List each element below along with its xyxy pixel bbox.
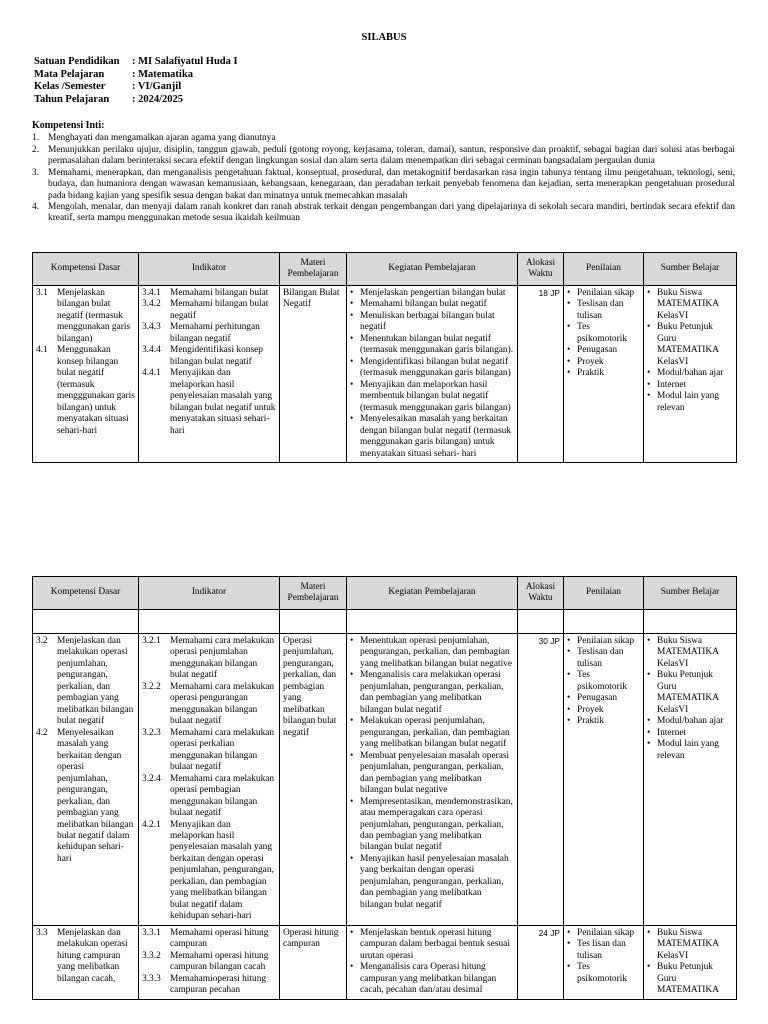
penilaian-item: • Penugasan <box>567 693 640 704</box>
indikator-item <box>142 728 276 774</box>
indikator-text: Menyajikan dan melaporkan hasil penyelesaian masalah yang bilangan bulat negatif untuk menyatakan situasi sehari- hari <box>170 368 276 436</box>
indikator-item <box>142 322 276 345</box>
kegiatan-item: • Menyajikan dan melaporkan hasil membentuk bilangan bulat negatif (termasuk menggunakan garis bilangan) <box>350 380 514 414</box>
indikator-item <box>142 368 276 437</box>
penilaian-list <box>567 288 640 380</box>
sumber-item: • Modul lain yang relevan <box>647 391 733 414</box>
column-header: Sumber Belajar <box>644 253 737 286</box>
meta-label: Tahun Pelajaran <box>34 93 110 105</box>
kompetensi-dasar-cell <box>33 286 139 463</box>
indikator-text: Mengidentifikasi konsep bilangan bulat negatif <box>170 345 263 367</box>
table-header-row <box>33 577 737 610</box>
kd-number: 4.1 <box>36 345 48 356</box>
column-header: Alokasi Waktu <box>518 577 564 610</box>
ki-item <box>32 145 735 168</box>
indikator-text: Memahami cara melakukan operasi penjumlahan menggunakan bilangan bulat negatif <box>170 636 275 681</box>
indikator-item <box>142 951 276 974</box>
penilaian-item: • Teslisan dan tulisan <box>567 647 640 670</box>
kd-item <box>36 288 135 345</box>
ki-text: Memahami, menerapkan, dan menganalisis pengetahuan faktual, konseptual, prosedural, dan metakognitif berdasarkan rasa ingin tahunya tentang ilmu pengetahuan, teknologi, seni, budaya, dan humaniora dengan wawasan kemanusiaan, kebangsaan, kenegaraan, dan peradaban terkait penyebab fenomena dan kejadian, serta menerapkan pengetahuan prosedural pada bidang kajian yang spesifik sesua dengan bakat dan minatnya untuk memecahkan masalah <box>48 167 735 201</box>
penilaian-item: • Tes psikomotorik <box>567 322 640 345</box>
penilaian-item: • Proyek <box>567 705 640 716</box>
sumber-item: • Modul lain yang relevan <box>647 739 733 762</box>
penilaian-item: • Tes psikomotorik <box>567 670 640 693</box>
meta-row <box>34 56 238 69</box>
indikator-item <box>142 345 276 368</box>
column-header: Kegiatan Pembelajaran <box>347 253 518 286</box>
silabus-table-1 <box>32 252 737 463</box>
kegiatan-item: • Menjelaskan bentuk operasi hitung campuran dalam berbagai bentuk sesuai urutan operasi <box>350 928 514 962</box>
indikator-item <box>142 636 276 682</box>
ki-text: Menunjukkan perilaku ujujur, disiplin, tanggun gjawab, peduli (gotong royong, kerjasama, toleran, damai), santun, responsive dan proaktif, sebagai bagian dari solusi atas berbagai permasalahan dalam berinteraksi secara efektif dengan lingkungan sosial dan alam serta dalam menempatkan diri sebagai cerminan bangsadalam pergaulan dunia <box>48 144 735 167</box>
column-header: Indikator <box>139 577 280 610</box>
meta-row <box>34 69 238 82</box>
indikator-text: Memahami bilangan bulat negatif <box>170 299 269 321</box>
alokasi-cell: 30 JP <box>518 634 564 926</box>
column-header: Penilaian <box>564 577 644 610</box>
ki-item <box>32 133 735 144</box>
kegiatan-item: • Memahami bilangan bulat negatif <box>350 299 514 310</box>
kegiatan-item: • Menjelaskan pengertian bilangan bulat <box>350 288 514 299</box>
indikator-item <box>142 820 276 923</box>
column-header: Kompetensi Dasar <box>33 577 139 610</box>
kd-item <box>36 636 135 728</box>
kegiatan-cell <box>347 925 518 999</box>
indikator-item <box>142 288 276 299</box>
indikator-text: Memahami perhitungan bilangan negatif <box>170 322 260 344</box>
penilaian-list <box>567 636 640 728</box>
page-title: SILABUS <box>361 32 407 43</box>
kd-number: 3.1 <box>36 288 48 298</box>
penilaian-item: • Tes psikomotorik <box>567 962 640 985</box>
penilaian-item: • Proyek <box>567 357 640 368</box>
meta-label: Mata Pelajaran <box>34 68 105 80</box>
kompetensi-dasar-cell <box>33 925 139 999</box>
materi-cell: Bilangan Bulat Negatif <box>280 286 347 463</box>
indikator-item <box>142 974 276 997</box>
column-header: Penilaian <box>564 253 644 286</box>
sumber-list <box>647 288 733 414</box>
indikator-text: Memahami cara melakukan operasi pengurangan menggunakan bilangan bulaat negatif <box>170 681 275 727</box>
indikator-number: 3.4.3 <box>142 322 161 333</box>
indikator-item <box>142 774 276 820</box>
penilaian-cell <box>564 286 644 463</box>
sumber-item: • Buku Siswa MATEMATIKA KelasVI <box>647 928 733 962</box>
ki-number: 4. <box>32 202 40 212</box>
kd-number: 3.2 <box>36 636 48 646</box>
kegiatan-cell <box>347 286 518 463</box>
sumber-item: • Internet <box>647 380 733 391</box>
indikator-item <box>142 928 276 951</box>
kd-text: Menjelaskan bilangan bulat negatif (termasuk menggunakan garis bilangan) <box>57 288 131 344</box>
sumber-cell <box>644 634 737 926</box>
kegiatan-list <box>350 928 514 997</box>
kd-number: 3.3 <box>36 927 48 938</box>
indikator-number: 3.2.1 <box>142 636 161 646</box>
table-row <box>33 925 737 999</box>
indikator-cell <box>139 634 280 926</box>
sumber-list <box>647 928 733 997</box>
indikator-text: Memahami bilangan bulat <box>170 288 269 298</box>
sumber-item: • Modul/bahan ajar <box>647 716 733 727</box>
column-header: Sumber Belajar <box>644 577 737 610</box>
kd-item <box>36 728 135 866</box>
indikator-number: 4.2.1 <box>142 819 161 830</box>
column-header: Kompetensi Dasar <box>33 253 139 286</box>
penilaian-item: • Penilaian sikap <box>567 288 640 299</box>
penilaian-item: • Praktik <box>567 368 640 379</box>
kegiatan-item: • Menganalisis cara Operasi hitung campuran yang melibatkan bilangan cacah, pecahan dan/atau desimal <box>350 962 514 996</box>
meta-row <box>34 81 238 94</box>
kd-text: Menggunakan konsep bilangan bulat negatif (termasuk mengggunakan garis bilangan) untuk menyatakan situasi sehari-hari <box>57 345 135 436</box>
penilaian-cell <box>564 925 644 999</box>
indikator-number: 4.4.1 <box>142 368 161 379</box>
kegiatan-item: • Menentukan bilangan bulat negatif (termasuk menggunakan garis bilangan). <box>350 334 514 357</box>
indikator-number: 3.4.4 <box>142 345 161 356</box>
indikator-number: 3.2.3 <box>142 727 161 738</box>
kompetensi-inti <box>32 120 735 225</box>
indikator-cell <box>139 925 280 999</box>
document-meta <box>34 56 238 106</box>
indikator-number: 3.2.4 <box>142 773 161 784</box>
empty-row <box>33 610 737 634</box>
indikator-number: 3.3.1 <box>142 927 161 938</box>
indikator-text: Memahami operasi hitung campuran bilangan cacah <box>170 950 269 973</box>
ki-number: 3. <box>32 167 40 178</box>
kompetensi-inti-title: Kompetensi Inti: <box>32 120 105 131</box>
column-header: Materi Pembelajaran <box>280 253 347 286</box>
sumber-item: • Buku Siswa MATEMATIKA KelasVI <box>647 636 733 670</box>
alokasi-cell: 18 JP <box>518 286 564 463</box>
kegiatan-item: • Menyajikan hasil penyelesaian masalah yang berkaitan dengan operasi penjumlahan, pengurangan, perkalian, dan pembagian yang melibatkan bilangan bulat negatif <box>350 854 514 911</box>
kegiatan-item: • Membuat penyelesaian masalah operasi penjumlahan, pengurangan, perkalian, dan pembagian yang melibatkan bilangan bulat negative <box>350 751 514 797</box>
ki-item <box>32 202 735 225</box>
kegiatan-item: • Mengidentifikasi bilangan bulat negatif (termasuk menggunakan garis bilangan) <box>350 357 514 380</box>
indikator-text: Memahami operasi hitung campuran <box>170 927 269 950</box>
sumber-item: • Internet <box>647 728 733 739</box>
sumber-item: • Modul/bahan ajar <box>647 368 733 379</box>
sumber-item: • Buku Petunjuk Guru MATEMATIKA <box>647 962 733 996</box>
meta-value: : MI Salafiyatul Huda I <box>132 56 238 67</box>
sumber-cell <box>644 286 737 463</box>
meta-value: : VI/Ganjil <box>132 81 182 92</box>
indikator-cell <box>139 286 280 463</box>
penilaian-item: • Tes lisan dan tulisan <box>567 939 640 962</box>
indikator-text: Memahami cara melakukan operasi pembagian menggunakan bilangan bulaat negatif <box>170 773 275 819</box>
column-header: Alokasi Waktu <box>518 253 564 286</box>
penilaian-cell <box>564 634 644 926</box>
materi-cell: Operasi hitung campuran <box>280 925 347 999</box>
ki-item <box>32 168 735 202</box>
indikator-text: Menyajikan dan melaporkan hasil penyelesaian masalah yang berkaitan dengan operasi penjumlahan, pengurangan, perkalian, dan pembagian yang melibatkan bilangan bulat negatif dalam kehidupan sehari-hari <box>170 819 274 922</box>
sumber-cell <box>644 925 737 999</box>
column-header: Materi Pembelajaran <box>280 577 347 610</box>
penilaian-item: • Penilaian sikap <box>567 636 640 647</box>
indikator-number: 3.4.1 <box>142 288 161 298</box>
kompetensi-dasar-cell <box>33 634 139 926</box>
ki-number: 1. <box>32 133 40 144</box>
kegiatan-item: • Menyelesaikan masalah yang berkaitan dengan bilangan bulat negatif (termasuk menggunakan garis bilangan) untuk menyatakan situasi sehari- hari <box>350 414 514 460</box>
penilaian-item: • Teslisan dan tulisan <box>567 299 640 322</box>
kd-text: Menyelesaikan masalah yang berkaitan dengan operasi penjumlahan, pengurangan, perkalian, dan pembagian yang melibatkan bilangan bulat negatif dalam kehidupan sehari-hari <box>57 727 134 864</box>
ki-text: Menghayati dan mengamalkan ajaran agama yang dianutnya <box>48 133 276 144</box>
table-header-row <box>33 253 737 286</box>
kegiatan-cell <box>347 634 518 926</box>
indikator-item <box>142 299 276 322</box>
table-row <box>33 286 737 463</box>
kd-text: Menjelaskan dan melakukan operasi penjumlahan, pengurangan, perkalian, dan pembagian yang melibatkan bilangan bulat negatif <box>57 636 134 727</box>
kegiatan-list <box>350 288 514 460</box>
kompetensi-inti-list <box>32 133 735 225</box>
indikator-number: 3.2.2 <box>142 681 161 692</box>
indikator-number: 3.3.3 <box>142 973 161 984</box>
indikator-item <box>142 682 276 728</box>
kegiatan-list <box>350 636 514 911</box>
meta-row <box>34 94 238 107</box>
indikator-text: Memahamioperasi hitung campuran pecahan <box>170 973 267 996</box>
kd-text: Menjelaskan dan melakukan operasi hitung campuran yang melibatkan bilangan cacah, <box>57 927 128 984</box>
kegiatan-item: • Melakukan operasi penjumlahan, pengurangan, perkalian, dan pembagian yang melibatkan bilangan bulat negatif <box>350 716 514 750</box>
penilaian-item: • Praktik <box>567 716 640 727</box>
sumber-item: • Buku Petunjuk Guru MATEMATIKA KelasVI <box>647 322 733 368</box>
alokasi-cell: 24 JP <box>518 925 564 999</box>
kd-item <box>36 928 135 985</box>
indikator-number: 3.4.2 <box>142 299 161 310</box>
indikator-number: 3.3.2 <box>142 950 161 961</box>
table-row <box>33 634 737 926</box>
kd-item <box>36 345 135 437</box>
kegiatan-item: • Menuliskan berbagai bilangan bulat negatif <box>350 311 514 334</box>
indikator-text: Memahami cara melakukan operasi perkalian menggunakan bilangan bulaat negatif <box>170 727 275 773</box>
kegiatan-item: • Mempresentasikan, mendemonstrasikan, atau memperagakan cara operasi penjumlahan, pengurangan, perkalian, dan pembagian yang melibatkan bilangan bulat negatif <box>350 797 514 854</box>
meta-label: Kelas /Semester <box>34 81 106 92</box>
column-header: Indikator <box>139 253 280 286</box>
kd-number: 4.2 <box>36 727 48 738</box>
silabus-table-2 <box>32 576 737 1000</box>
penilaian-list <box>567 928 640 985</box>
meta-label: Satuan Pendidikan <box>34 56 120 67</box>
penilaian-item: • Penugasan <box>567 345 640 356</box>
meta-value: : Matematika <box>132 68 193 80</box>
sumber-item: • Buku Petunjuk Guru MATEMATIKA KelasVI <box>647 670 733 716</box>
penilaian-item: • Penilaian sikap <box>567 928 640 939</box>
ki-number: 2. <box>32 144 40 155</box>
sumber-list <box>647 636 733 762</box>
column-header: Kegiatan Pembelajaran <box>347 577 518 610</box>
sumber-item: • Buku Siswa MATEMATIKA KelasVI <box>647 288 733 322</box>
meta-value: : 2024/2025 <box>132 93 184 105</box>
kegiatan-item: • Menentukan operasi penjumlahan, pengurangan, perkalian, dan pembagian yang melibatkan bilangan bulat negative <box>350 636 514 670</box>
materi-cell: Operasi penjumlahan, pengurangan, perkalian, dan pembagian yang melibatkan bilangan bulat negatif <box>280 634 347 926</box>
ki-text: Mengolah, menalar, dan menyaji dalam ranah konkret dan ranah abstrak terkait dengan pengembangan dari yang dipelajarinya di sekolah secara mandiri, bertindak secara efektif dan kreatif, serta mampu menggunakan metode sesua ikaidah keilmuan <box>48 202 735 224</box>
kegiatan-item: • Menganalisis cara melakukan operasi penjumlahan, pengurangan, perkalian, dan pembagian yang melibatkan bilangan bulat negatif <box>350 670 514 716</box>
